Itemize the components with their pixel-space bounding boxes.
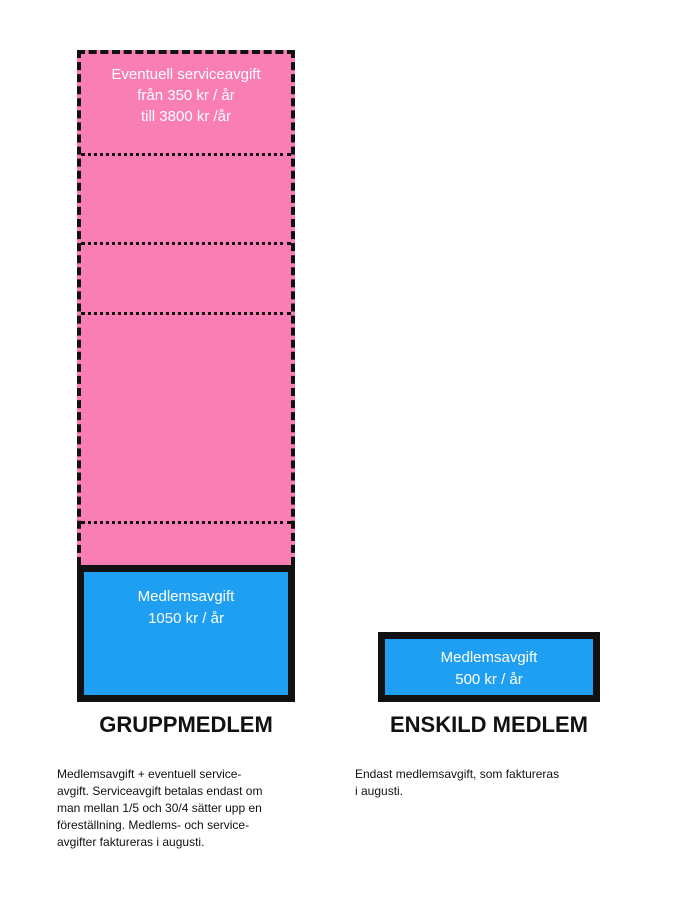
dotted-divider xyxy=(81,521,291,524)
member-fee-title: Medlemsavgift xyxy=(440,649,538,666)
single-member-heading: ENSKILD MEDLEM xyxy=(390,712,588,737)
description-line: avgifter faktureras i augusti. xyxy=(57,835,205,849)
service-fee-line: till 3800 kr /år xyxy=(140,108,232,125)
member-fee-amount: 500 kr / år xyxy=(455,671,523,688)
description-line: Medlemsavgift + eventuell service- xyxy=(57,767,242,781)
member-fee-title: Medlemsavgift xyxy=(137,588,235,605)
dotted-divider xyxy=(81,312,291,315)
dotted-divider xyxy=(81,242,291,245)
description-line: man mellan 1/5 och 30/4 sätter upp en xyxy=(57,801,262,815)
member-fee-amount: 1050 kr / år xyxy=(148,610,224,627)
single-member-fee-box xyxy=(378,632,600,702)
group-member-fee-label xyxy=(84,586,288,630)
single-member-fee-label xyxy=(385,647,593,691)
group-member-description xyxy=(57,766,327,851)
description-line: i augusti. xyxy=(355,784,404,798)
description-line: föreställning. Medlems- och service- xyxy=(57,818,250,832)
description-line: avgift. Serviceavgift betalas endast om xyxy=(57,784,263,798)
service-fee-label xyxy=(81,64,291,127)
single-member-description xyxy=(355,766,615,800)
group-member-heading: GRUPPMEDLEM xyxy=(99,712,273,737)
description-line: Endast medlemsavgift, som faktureras xyxy=(355,767,560,781)
group-member-fee-box xyxy=(77,565,295,702)
service-fee-box xyxy=(77,50,295,565)
dotted-divider xyxy=(81,153,291,156)
service-fee-line: från 350 kr / år xyxy=(137,87,235,104)
service-fee-line: Eventuell serviceavgift xyxy=(111,66,261,83)
